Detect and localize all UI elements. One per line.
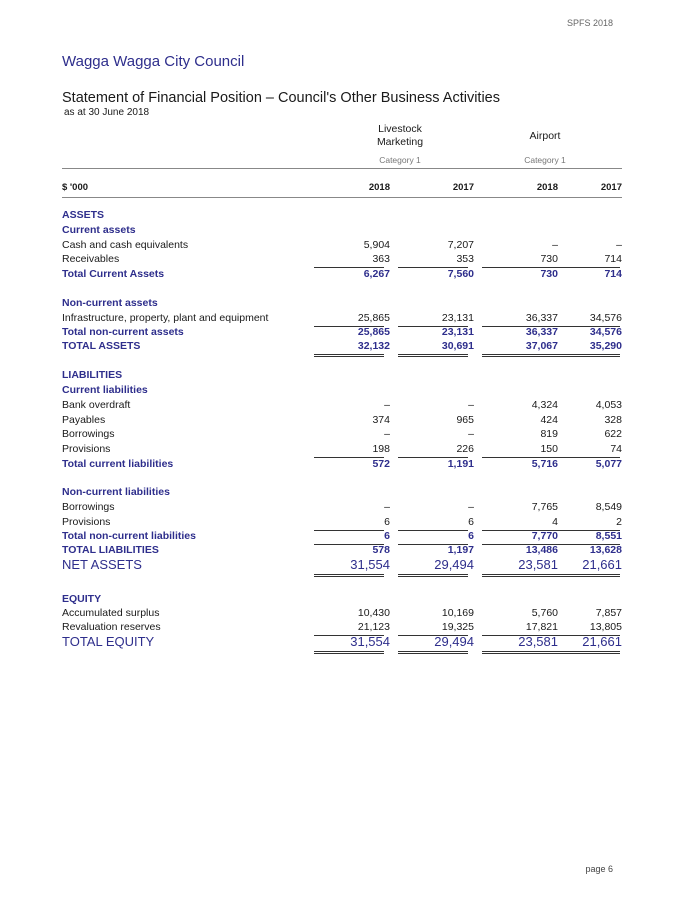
row-value: 29,494	[434, 557, 474, 572]
row-value: 10,169	[441, 607, 474, 619]
table-row	[62, 428, 622, 441]
column-airport: Airport	[529, 130, 561, 142]
row-value: 36,337	[525, 312, 558, 324]
table-row	[62, 209, 622, 222]
table-row	[62, 593, 622, 606]
row-value: 19,325	[441, 621, 474, 633]
total-double-rule	[550, 354, 620, 357]
row-value: 21,661	[582, 634, 622, 649]
total-double-rule	[550, 574, 620, 577]
statement-date: as at 30 June 2018	[64, 107, 150, 118]
row-value: 36,337	[525, 326, 558, 338]
row-label: NET ASSETS	[62, 557, 142, 572]
table-row	[62, 297, 622, 310]
row-value: 29,494	[434, 634, 474, 649]
row-value: 578	[372, 544, 390, 556]
total-double-rule	[398, 574, 468, 577]
year-header: 2018	[368, 182, 390, 193]
row-value: 31,554	[350, 634, 390, 649]
row-value: 7,857	[595, 607, 622, 619]
row-label: Borrowings	[62, 428, 115, 440]
row-value: 198	[372, 443, 390, 455]
row-value: 714	[604, 253, 622, 265]
row-value: –	[468, 428, 474, 440]
row-label: Total non-current liabilities	[62, 530, 196, 542]
row-label: Total Current Assets	[62, 268, 165, 280]
column-livestock-marketing: Livestock Marketing	[376, 123, 424, 148]
table-row	[62, 607, 622, 620]
row-value: 17,821	[525, 621, 558, 633]
row-value: 226	[456, 443, 474, 455]
total-double-rule	[314, 651, 384, 654]
row-value: 7,207	[447, 239, 474, 251]
total-double-rule	[482, 651, 552, 654]
row-label: Non-current liabilities	[62, 486, 170, 498]
total-double-rule	[482, 354, 552, 357]
statement-title: Statement of Financial Position – Council's Other Business Activities	[62, 90, 500, 106]
organisation-name: Wagga Wagga City Council	[62, 53, 245, 70]
row-value: 34,576	[589, 326, 622, 338]
table-row	[62, 239, 622, 252]
total-double-rule	[398, 651, 468, 654]
row-value: 5,760	[531, 607, 558, 619]
row-label: EQUITY	[62, 593, 102, 605]
table-row	[62, 530, 622, 543]
row-value: –	[384, 399, 390, 411]
row-value: 6	[384, 516, 390, 528]
table-row	[62, 458, 622, 471]
year-header: 2018	[536, 182, 558, 193]
row-value: 7,560	[447, 268, 474, 280]
row-value: 1,191	[447, 458, 474, 470]
row-value: 74	[610, 443, 622, 455]
row-value: 21,661	[582, 557, 622, 572]
row-label: ASSETS	[62, 209, 105, 221]
row-value: 13,486	[525, 544, 558, 556]
table-row	[62, 224, 622, 237]
row-label: Payables	[62, 414, 106, 426]
row-value: –	[552, 239, 558, 251]
row-label: TOTAL LIABILITIES	[62, 544, 159, 556]
row-label: TOTAL ASSETS	[62, 340, 141, 352]
document-code: SPFS 2018	[566, 18, 613, 28]
row-label: Non-current assets	[62, 297, 158, 309]
row-value: –	[468, 501, 474, 513]
row-value: 6,267	[363, 268, 390, 280]
year-header-row	[62, 182, 622, 194]
row-value: 6	[468, 530, 474, 542]
total-double-rule	[314, 354, 384, 357]
row-label: Total non-current assets	[62, 326, 184, 338]
table-row	[62, 369, 622, 382]
row-value: 13,805	[589, 621, 622, 633]
category-airport: Category 1	[524, 155, 566, 165]
table-row	[62, 516, 622, 529]
table-row	[62, 340, 622, 353]
row-value: 31,554	[350, 557, 390, 572]
year-header: 2017	[452, 182, 474, 193]
row-value: 23,581	[518, 557, 558, 572]
row-value: 30,691	[441, 340, 474, 352]
row-value: 6	[384, 530, 390, 542]
row-value: 10,430	[357, 607, 390, 619]
row-value: 363	[372, 253, 390, 265]
row-value: 328	[604, 414, 622, 426]
row-value: 25,865	[357, 312, 390, 324]
row-value: 714	[604, 268, 622, 280]
row-value: 5,077	[595, 458, 622, 470]
category-livestock: Category 1	[379, 155, 421, 165]
table-row	[62, 414, 622, 427]
table-row	[62, 557, 622, 573]
table-row	[62, 443, 622, 456]
row-label: Accumulated surplus	[62, 607, 160, 619]
row-value: 572	[372, 458, 390, 470]
row-value: –	[468, 399, 474, 411]
page-number: page 6	[585, 864, 613, 874]
row-label: Receivables	[62, 253, 120, 265]
unit-label: $ '000	[62, 182, 89, 193]
row-value: 8,551	[595, 530, 622, 542]
row-label: Infrastructure, property, plant and equipment	[62, 312, 269, 324]
row-label: Revaluation reserves	[62, 621, 161, 633]
row-value: 35,290	[589, 340, 622, 352]
row-value: 5,904	[363, 239, 390, 251]
row-value: 622	[604, 428, 622, 440]
row-value: 4,053	[595, 399, 622, 411]
row-value: 1,197	[447, 544, 474, 556]
row-value: 150	[540, 443, 558, 455]
row-value: 13,628	[589, 544, 622, 556]
row-value: 6	[468, 516, 474, 528]
row-value: 5,716	[531, 458, 558, 470]
row-label: Total current liabilities	[62, 458, 174, 470]
table-row	[62, 268, 622, 281]
row-value: –	[384, 501, 390, 513]
table-row	[62, 634, 622, 650]
total-double-rule	[398, 354, 468, 357]
table-row	[62, 253, 622, 266]
row-value: 37,067	[525, 340, 558, 352]
row-label: LIABILITIES	[62, 369, 123, 381]
row-value: 32,132	[357, 340, 390, 352]
row-label: Cash and cash equivalents	[62, 239, 189, 251]
row-value: –	[616, 239, 622, 251]
total-double-rule	[550, 651, 620, 654]
row-value: 34,576	[589, 312, 622, 324]
row-value: –	[384, 428, 390, 440]
row-value: 353	[456, 253, 474, 265]
table-row	[62, 621, 622, 634]
row-value: 8,549	[595, 501, 622, 513]
row-value: 21,123	[357, 621, 390, 633]
row-label: Provisions	[62, 443, 111, 455]
total-double-rule	[314, 574, 384, 577]
row-value: 730	[540, 268, 558, 280]
row-value: 374	[372, 414, 390, 426]
row-label: Current assets	[62, 224, 136, 236]
row-value: 23,131	[441, 312, 474, 324]
row-value: 4,324	[531, 399, 558, 411]
row-label: Borrowings	[62, 501, 115, 513]
row-label: Current liabilities	[62, 384, 148, 396]
row-label: TOTAL EQUITY	[62, 634, 155, 649]
table-row	[62, 501, 622, 514]
table-row	[62, 312, 622, 325]
table-row	[62, 486, 622, 499]
table-row	[62, 544, 622, 557]
row-value: 25,865	[357, 326, 390, 338]
year-header: 2017	[600, 182, 622, 193]
row-value: 4	[552, 516, 558, 528]
table-row	[62, 326, 622, 339]
row-value: 424	[540, 414, 558, 426]
table-row	[62, 399, 622, 412]
header-rule	[62, 168, 622, 169]
row-value: 2	[616, 516, 622, 528]
row-value: 23,581	[518, 634, 558, 649]
year-header-rule	[62, 197, 622, 198]
row-label: Provisions	[62, 516, 111, 528]
row-value: 819	[540, 428, 558, 440]
total-double-rule	[482, 574, 552, 577]
row-value: 7,770	[531, 530, 558, 542]
row-label: Bank overdraft	[62, 399, 131, 411]
table-row	[62, 384, 622, 397]
row-value: 23,131	[441, 326, 474, 338]
row-value: 965	[456, 414, 474, 426]
row-value: 730	[540, 253, 558, 265]
row-value: 7,765	[531, 501, 558, 513]
